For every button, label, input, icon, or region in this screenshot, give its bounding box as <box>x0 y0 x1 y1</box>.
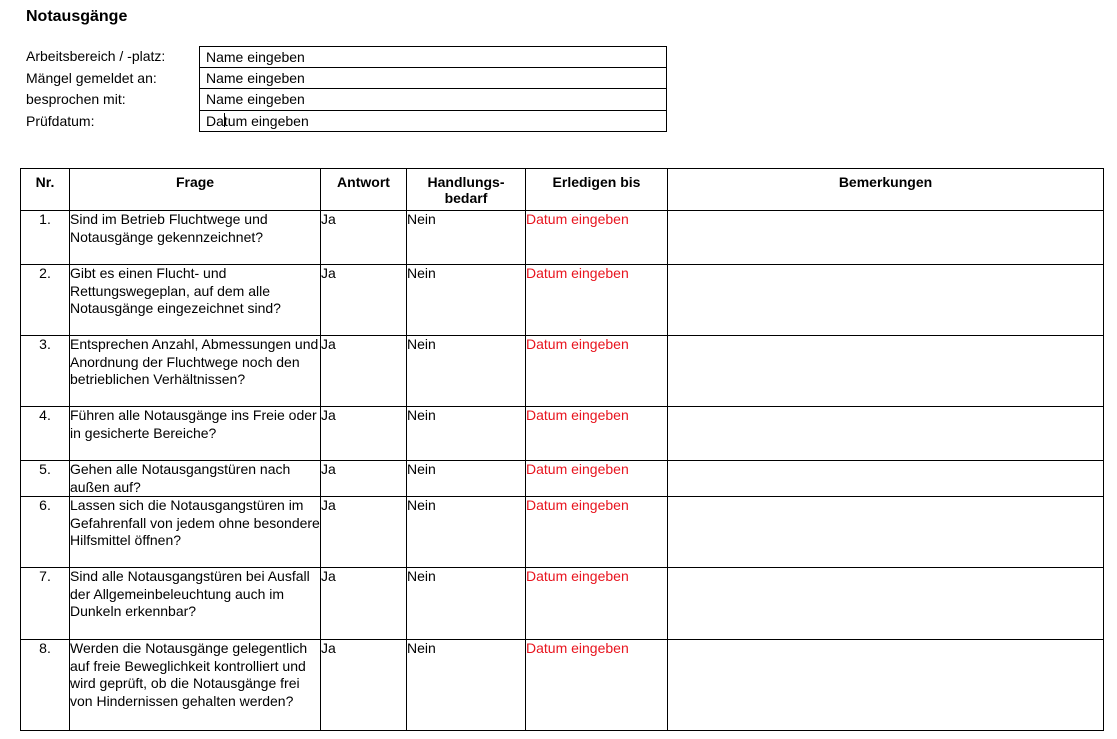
remarks-cell[interactable] <box>668 568 1104 640</box>
due-date-field[interactable]: Datum eingeben <box>526 336 668 407</box>
remarks-cell[interactable] <box>668 265 1104 336</box>
row-number: 6. <box>21 497 70 568</box>
remarks-cell[interactable] <box>668 407 1104 461</box>
table-row <box>21 497 1104 568</box>
question-text: Gibt es einen Flucht- und Rettungswegeplan, auf dem alle Notausgänge eingezeichnet sind? <box>70 265 321 336</box>
answer-nein[interactable]: Nein <box>407 336 526 407</box>
row-number: 5. <box>21 461 70 497</box>
header-row <box>21 169 1104 211</box>
remarks-cell[interactable] <box>668 336 1104 407</box>
header-bemerkungen: Bemerkungen <box>668 169 1104 211</box>
header-nr: Nr. <box>21 169 70 211</box>
answer-nein[interactable]: Nein <box>407 461 526 497</box>
table-row <box>21 461 1104 497</box>
due-date-field[interactable]: Datum eingeben <box>526 568 668 640</box>
row-number: 8. <box>21 640 70 731</box>
answer-nein[interactable]: Nein <box>407 265 526 336</box>
due-date-field[interactable]: Datum eingeben <box>526 497 668 568</box>
pruefdatum-value: Datum eingeben <box>206 112 309 129</box>
answer-ja[interactable]: Ja <box>321 568 407 640</box>
header-handlungsbedarf <box>407 169 526 211</box>
meta-label: Mängel gemeldet an: <box>26 69 157 86</box>
question-text: Gehen alle Notausgangstüren nach außen auf? <box>70 461 321 497</box>
table-row <box>21 336 1104 407</box>
remarks-cell[interactable] <box>668 640 1104 731</box>
question-text: Werden die Notausgänge gelegentlich auf freie Beweglichkeit kontrolliert und wird geprüft, ob die Notausgänge frei von Hindernissen gehalten werden? <box>70 640 321 731</box>
answer-ja[interactable]: Ja <box>321 407 407 461</box>
table-row <box>21 640 1104 731</box>
meta-label: besprochen mit: <box>26 91 126 107</box>
due-date-field[interactable]: Datum eingeben <box>526 211 668 265</box>
row-number: 4. <box>21 407 70 461</box>
row-number: 1. <box>21 211 70 265</box>
table-row <box>21 568 1104 640</box>
remarks-cell[interactable] <box>668 211 1104 265</box>
answer-ja[interactable]: Ja <box>321 640 407 731</box>
meta-label: Arbeitsbereich / -platz: <box>26 48 166 64</box>
checklist-table <box>20 168 1104 731</box>
header-antwort: Antwort <box>321 169 407 211</box>
due-date-field[interactable]: Datum eingeben <box>526 265 668 336</box>
answer-ja[interactable]: Ja <box>321 336 407 407</box>
page-title: Notausgänge <box>26 8 128 25</box>
row-number: 7. <box>21 568 70 640</box>
due-date-field[interactable]: Datum eingeben <box>526 461 668 497</box>
header-erledigen: Erledigen bis <box>526 169 668 211</box>
question-text: Führen alle Notausgänge ins Freie oder in gesicherte Bereiche? <box>70 407 321 461</box>
maengel-gemeldet-field[interactable]: Name eingeben <box>199 68 667 90</box>
question-text: Lassen sich die Notausgangstüren im Gefahrenfall von jedem ohne besondere Hilfsmittel öffnen? <box>70 497 321 568</box>
text-cursor-icon <box>224 113 228 127</box>
remarks-cell[interactable] <box>668 497 1104 568</box>
question-text: Sind alle Notausgangstüren bei Ausfall der Allgemeinbeleuchtung auch im Dunkeln erkennbar? <box>70 568 321 640</box>
answer-nein[interactable]: Nein <box>407 211 526 265</box>
answer-nein[interactable]: Nein <box>407 568 526 640</box>
table-body <box>21 211 1104 731</box>
table-row <box>21 265 1104 336</box>
due-date-field[interactable]: Datum eingeben <box>526 407 668 461</box>
question-text: Sind im Betrieb Fluchtwege und Notausgänge gekennzeichnet? <box>70 211 321 265</box>
arbeitsbereich-field[interactable]: Name eingeben <box>199 46 667 68</box>
row-number: 3. <box>21 336 70 407</box>
besprochen-mit-field[interactable]: Name eingeben <box>199 89 667 111</box>
answer-nein[interactable]: Nein <box>407 407 526 461</box>
answer-ja[interactable]: Ja <box>321 265 407 336</box>
row-number: 2. <box>21 265 70 336</box>
table-row <box>21 211 1104 265</box>
meta-label: Prüfdatum: <box>26 112 95 129</box>
answer-nein[interactable]: Nein <box>407 640 526 731</box>
answer-ja[interactable]: Ja <box>321 497 407 568</box>
remarks-cell[interactable] <box>668 461 1104 497</box>
table-row <box>21 407 1104 461</box>
pruefdatum-field[interactable] <box>199 111 667 133</box>
answer-nein[interactable]: Nein <box>407 497 526 568</box>
header-frage: Frage <box>70 169 321 211</box>
header-handlungsbedarf-label: Handlungs- bedarf <box>427 174 505 206</box>
question-text: Entsprechen Anzahl, Abmessungen und Anordnung der Fluchtwege noch den betrieblichen Verhältnissen? <box>70 336 321 407</box>
answer-ja[interactable]: Ja <box>321 461 407 497</box>
due-date-field[interactable]: Datum eingeben <box>526 640 668 731</box>
answer-ja[interactable]: Ja <box>321 211 407 265</box>
